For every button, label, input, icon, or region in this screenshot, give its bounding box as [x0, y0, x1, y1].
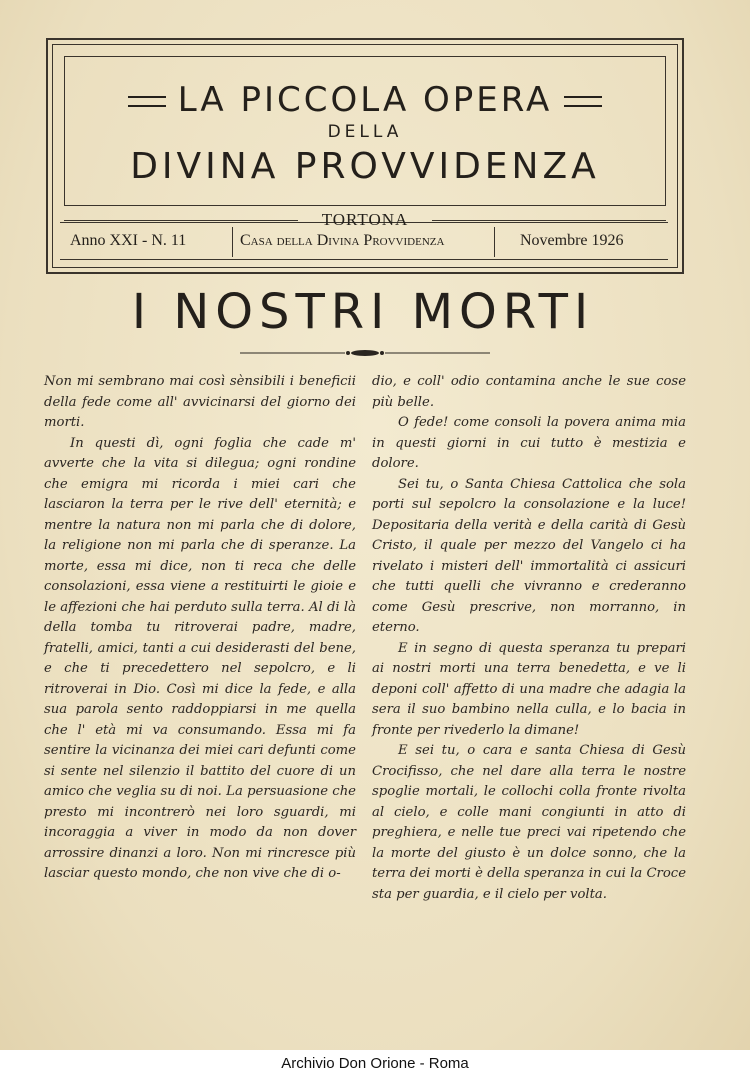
article-headline: I NOSTRI MORTI [131, 284, 595, 340]
article-column-left [44, 372, 356, 885]
article-paragraph: Sei tu, o Santa Chiesa Cattolica che sola porti sul sepolcro la consolazione e la luce! Depositaria della verità e della carità di Gesù Cristo, il quale per mezzo del Vangelo ci ha rivelato i misteri dell' immortalità ci assicuri che tutti quelli che vivranno e crederanno come Gesù prescrive, non morranno, in eterno. [372, 476, 686, 635]
city-name: TORTONA [321, 210, 409, 229]
article-paragraph: Non mi sembrano mai così sènsibili i beneficii della fede come all' avvicinarsi del giorno dei morti. [44, 374, 356, 430]
article-paragraph: In questi dì, ogni foglia che cade m' avverte che la vita si dilegua; ogni rondine che emigra mi ricorda i miei cari che lasciaron la terra per le rive dell' eternità; e mentre la natura non mi parla che di dolore, la religione non mi parla che di speranze. La morte, essa mi dice, non ti reca che delle consolazioni, essa viene a restituirti le gioie e le affezioni che hai perduto sulla terra. Al di là della tomba tu ritroverai padre, madre, fratelli, amici, tanti a cui desiderasti del bene, e che ti precedettero nel sepolcro, e li ritroverai in Dio. Così mi dice la fede, e alla sua parola sento raddoppiarsi in me quella che l' età mi va consumando. Essa mi fa sentire la vicinanza dei miei cari defunti come si sente nel silenzio il battito del cuore di un amico che veglia su di noi. La persuasione che presto mi incontrerò nei loro sguardi, mi incoraggia a viver in modo da non dover arrossire dinanzi a loro. Non mi rincresce più lasciar questo mondo, che non vive che di o- [44, 435, 356, 881]
article-paragraph: O fede! come consoli la povera anima mia in questi giorni in cui tutto è mestizia e dolore. [372, 415, 686, 471]
article-column-right [372, 372, 686, 905]
article-paragraph: E in segno di questa speranza tu prepari ai nostri morti una terra benedetta, e ve li deponi coll' affetto di una madre che adagia la sera il suo bambino nella culla, e lo bacia in fronte per rivederlo la dimane! [372, 640, 686, 738]
article-paragraph: E sei tu, o cara e santa Chiesa di Gesù Crocifisso, che nel dare alla terra le nostre spoglie mortali, le collochi colla fronte rivolta al cielo, e colle mani congiunti in atto di preghiera, e nelle tue preci vai ripetendo che la morte del giusto è un dolce sonno, che la terra dei morti è della speranza in cui la Croce sta per guardia, e il cielo per volta. [372, 743, 686, 902]
issue-date: Novembre 1926 [520, 232, 624, 249]
dash-ornament-right [564, 96, 602, 107]
tortona-rule-right [432, 220, 666, 221]
tortona-rule-left [64, 220, 298, 221]
info-separator [232, 227, 233, 257]
info-separator [494, 227, 495, 257]
masthead-title-text: LA PICCOLA OPERA [177, 80, 553, 120]
headline-ornament [240, 348, 490, 358]
masthead-title-line3: DIVINA PROVVIDENZA [130, 146, 600, 187]
masthead-title-line1 [64, 80, 666, 120]
article-paragraph: dio, e coll' odio contamina anche le sue cose più belle. [372, 374, 686, 410]
archive-footer: Archivio Don Orione - Roma [0, 1050, 750, 1077]
masthead-title-line2: DELLA [327, 122, 403, 142]
dash-ornament-left [128, 96, 166, 107]
publisher-name: Casa della Divina Provvidenza [240, 232, 445, 249]
issue-number: Anno XXI - N. 11 [70, 232, 187, 249]
